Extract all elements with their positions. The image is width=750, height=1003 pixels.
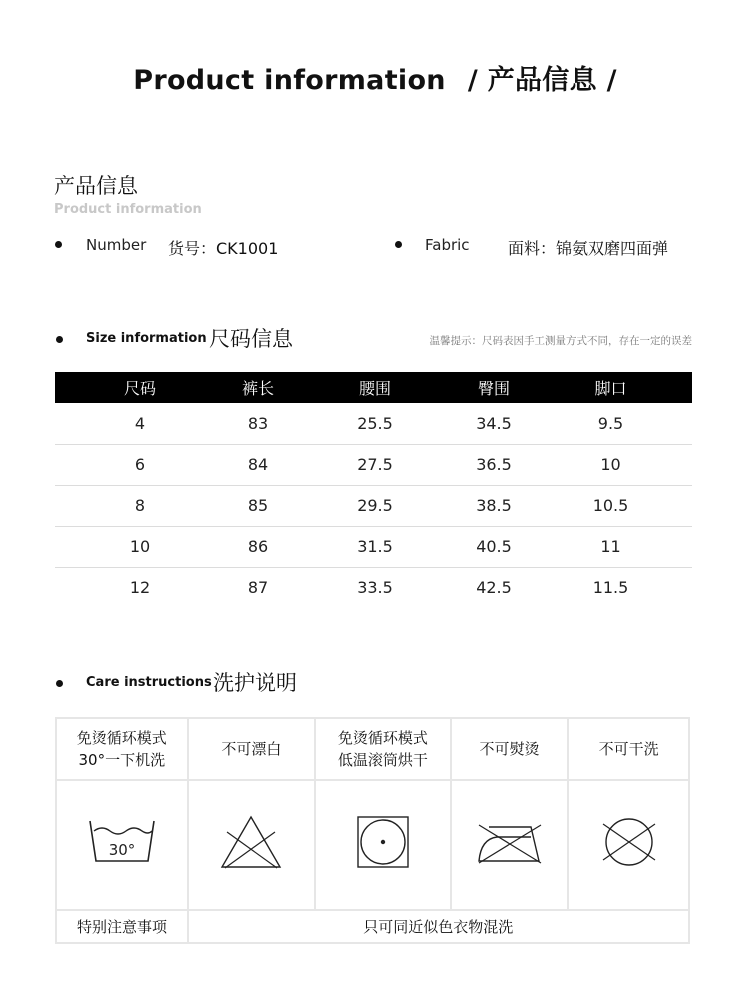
care-label-bleach: 不可漂白 — [188, 718, 316, 780]
no-dry-clean-icon — [599, 816, 659, 868]
table-row — [55, 444, 692, 485]
table-cell: 29.5 — [291, 485, 459, 526]
care-label-wash: 免烫循环模式 30°一下机洗 — [56, 718, 188, 780]
page-title-cn: / 产品信息 / — [467, 65, 617, 96]
care-label-dry: 免烫循环模式 低温滚筒烘干 — [315, 718, 450, 780]
table-row — [55, 526, 692, 567]
bullet-icon — [56, 680, 63, 687]
size-table-header — [55, 372, 692, 403]
table-cell: 10 — [55, 526, 225, 567]
table-row — [55, 567, 692, 607]
table-cell: 6 — [55, 444, 225, 485]
care-label-dryclean: 不可干洗 — [568, 718, 689, 780]
care-label-row — [56, 718, 689, 780]
product-section-subtitle: Product information — [54, 202, 202, 217]
product-section-title: 产品信息 — [54, 174, 138, 198]
table-cell: 27.5 — [291, 444, 459, 485]
table-cell: 4 — [55, 403, 225, 444]
wash-temp-label: 30° — [108, 841, 136, 859]
size-col-header: 尺码 — [55, 372, 225, 403]
size-note: 温馨提示：尺码表因手工测量方式不同，存在一定的误差 — [429, 335, 692, 347]
page-title-en: Product information — [133, 65, 446, 96]
tumble-dry-low-icon — [356, 815, 410, 869]
care-heading-cn: 洗护说明 — [213, 671, 297, 695]
table-cell: 36.5 — [459, 444, 529, 485]
no-bleach-icon — [219, 814, 283, 870]
table-cell: 85 — [225, 485, 291, 526]
table-cell: 87 — [247, 577, 269, 597]
no-iron-icon — [475, 817, 545, 867]
wash-30-icon — [86, 817, 158, 867]
table-cell: 86 — [225, 526, 291, 567]
number-value: 货号：CK1001 — [168, 239, 279, 258]
table-cell: 11 — [529, 526, 692, 567]
table-cell: 83 — [225, 403, 291, 444]
size-col-header: 裤长 — [225, 372, 291, 403]
table-cell: 40.5 — [459, 526, 529, 567]
bullet-icon — [55, 241, 62, 248]
table-cell: 9.5 — [529, 403, 692, 444]
table-cell: 8 — [55, 485, 225, 526]
size-heading-en: Size information — [86, 331, 207, 346]
size-table — [55, 372, 692, 607]
size-col-header: 脚口 — [529, 372, 692, 403]
care-icon-row — [56, 780, 689, 910]
size-col-header: 臀围 — [459, 372, 529, 403]
bullet-icon — [56, 336, 63, 343]
table-cell: 10 — [529, 444, 692, 485]
page-title — [0, 58, 750, 97]
bullet-icon — [395, 241, 402, 248]
fabric-value: 面料：锦氨双磨四面弹 — [508, 239, 669, 258]
fabric-label: Fabric — [425, 236, 470, 254]
table-row — [55, 403, 692, 444]
care-note-value: 只可同近似色衣物混洗 — [188, 910, 689, 943]
table-cell: 38.5 — [459, 485, 529, 526]
table-cell: 42.5 — [476, 577, 512, 597]
table-row — [55, 485, 692, 526]
care-table — [55, 717, 690, 944]
size-heading-cn: 尺码信息 — [209, 327, 293, 351]
size-col-header: 腰围 — [291, 372, 459, 403]
table-cell: 10.5 — [529, 485, 692, 526]
care-note-row — [56, 910, 689, 943]
table-cell: 11.5 — [592, 577, 629, 597]
care-label-iron: 不可熨烫 — [451, 718, 569, 780]
care-heading-en: Care instructions — [86, 675, 212, 690]
table-cell: 84 — [225, 444, 291, 485]
table-cell: 31.5 — [291, 526, 459, 567]
care-note-label: 特别注意事项 — [56, 910, 188, 943]
table-cell: 25.5 — [291, 403, 459, 444]
number-label: Number — [86, 236, 147, 254]
table-cell: 12 — [129, 577, 151, 597]
table-cell: 33.5 — [357, 577, 393, 597]
table-cell: 34.5 — [459, 403, 529, 444]
